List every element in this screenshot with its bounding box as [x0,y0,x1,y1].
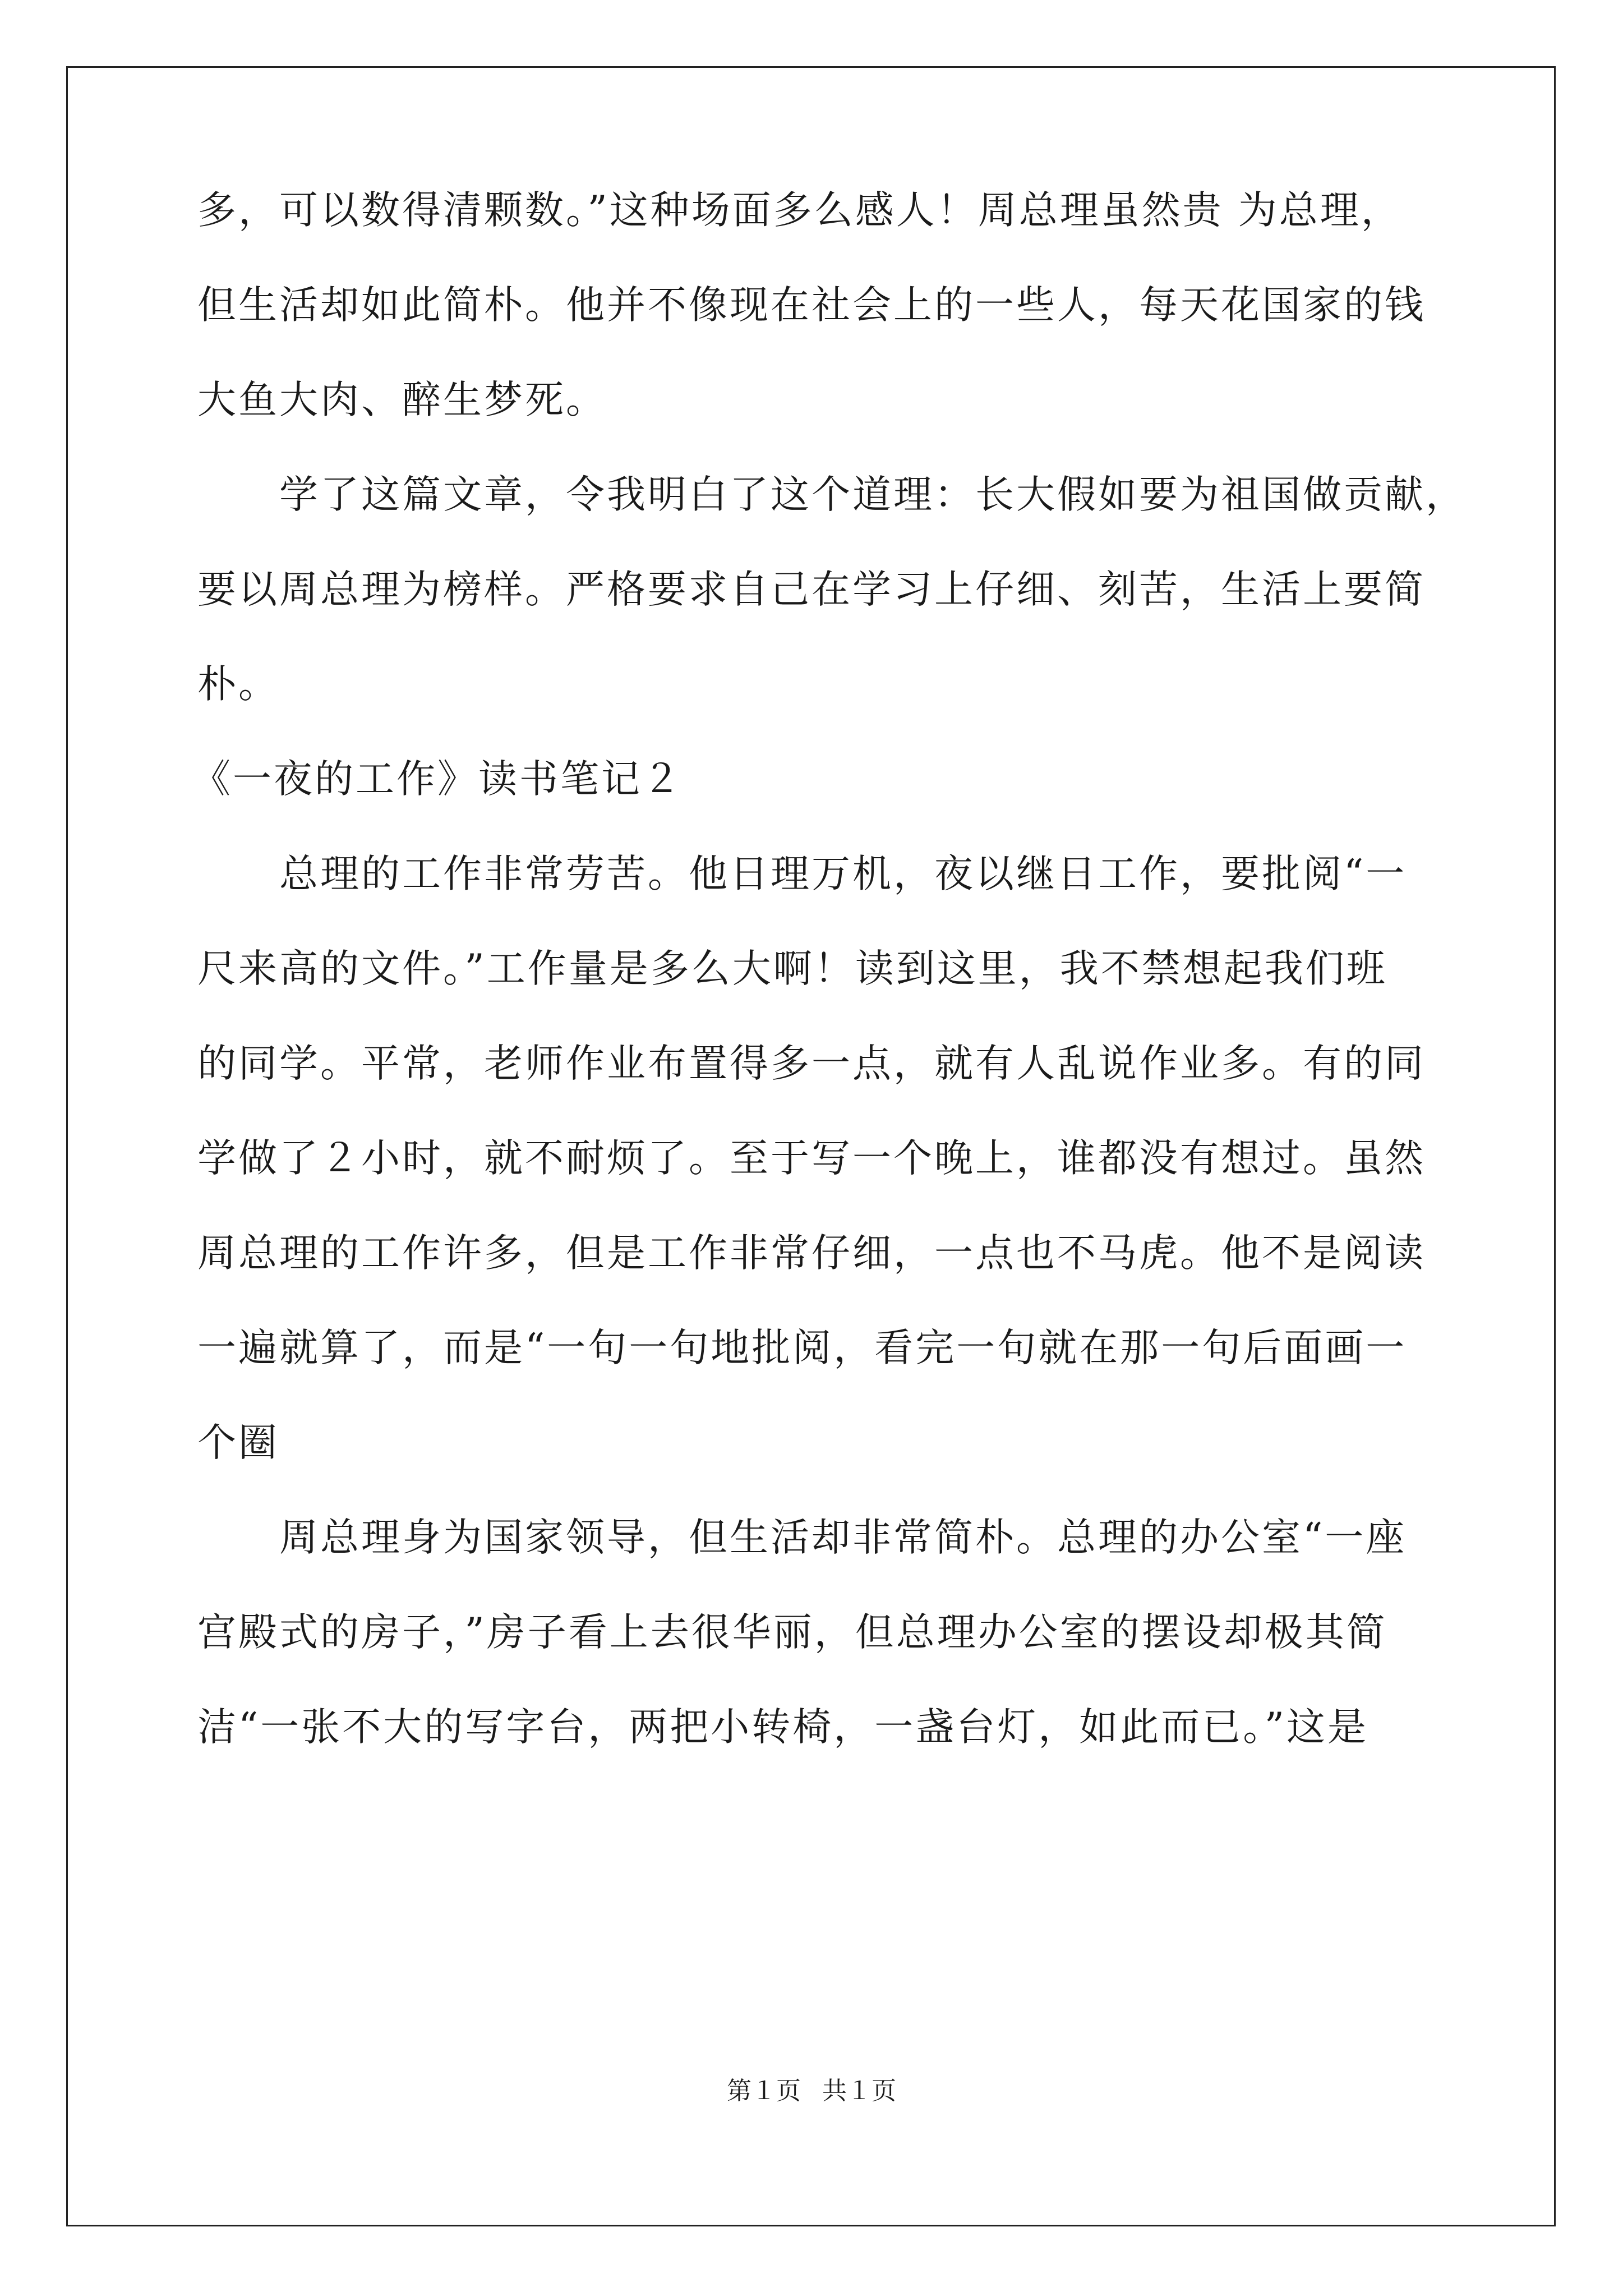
text-line: 个圈 [197,1420,279,1465]
text-line: 周总理身为国家领导，但生活却非常简朴。总理的办公室“一座 [197,1515,1407,1560]
text-line: 一遍就算了，而是“一句一句地批阅，看完一句就在那一句后面画一 [197,1326,1407,1370]
text-line: 学了这篇文章，令我明白了这个道理：长大假如要为祖国做贡献， [197,472,1467,517]
text-line: 但生活却如此简朴。他并不像现在社会上的一些人，每天花国家的钱 [197,283,1426,328]
section-heading: 《一夜的工作》读书笔记２ [192,757,683,802]
text-line: 朴。 [197,662,279,707]
text-line: 宫殿式的房子，”房子看上去很华丽，但总理办公室的摆设却极其简 [197,1610,1387,1655]
text-line: 尺来高的文件。”工作量是多么大啊！读到这里，我不禁想起我们班 [197,946,1387,991]
text-line: 要以周总理为榜样。严格要求自己在学习上仔细、刻苦，生活上要简 [197,567,1426,612]
page-total: 共１页 [822,2077,896,2105]
text-line: 大鱼大肉、醉生梦死。 [197,378,607,422]
text-line: 周总理的工作许多，但是工作非常仔细，一点也不马虎。他不是阅读 [197,1231,1426,1276]
page-footer [0,2074,1623,2108]
text-line: 总理的工作非常劳苦。他日理万机，夜以继日工作，要批阅“一 [197,852,1407,896]
page-number: 第１页 [727,2077,801,2105]
text-line: 洁“一张不大的写字台，两把小转椅，一盏台灯，如此而已。”这是 [197,1705,1369,1750]
text-line: 的同学。平常，老师作业布置得多一点，就有人乱说作业多。有的同 [197,1041,1426,1086]
text-line: 学做了２小时，就不耐烦了。至于写一个晚上，谁都没有想过。虽然 [197,1136,1426,1181]
text-line: 多，可以数得清颗数。”这种场面多么感人！周总理虽然贵 为总理， [197,188,1402,233]
